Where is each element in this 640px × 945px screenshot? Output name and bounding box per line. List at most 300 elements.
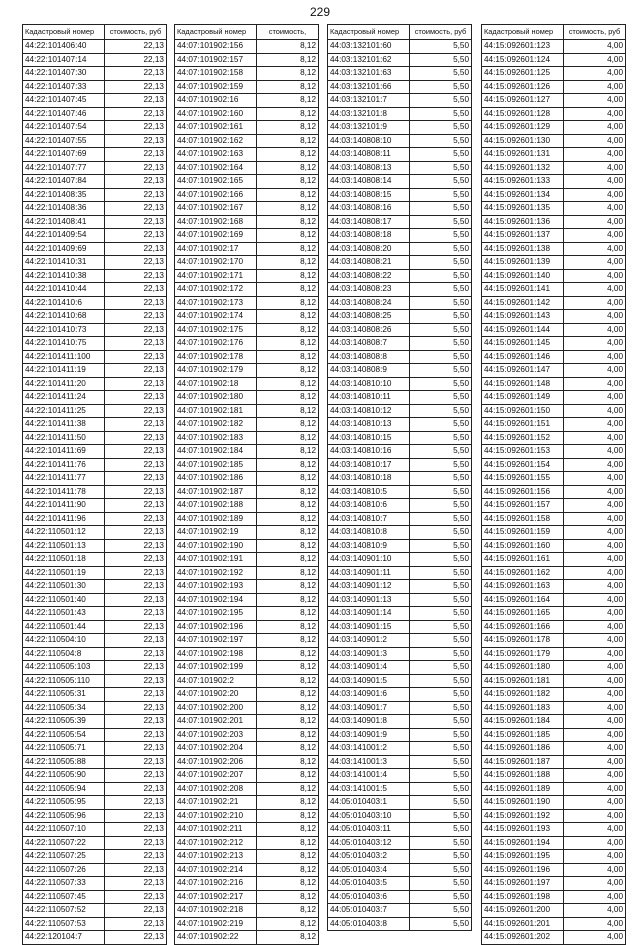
value-cell: 22,13 [105, 256, 167, 270]
value-cell: 22,13 [105, 296, 167, 310]
table-row [328, 215, 472, 229]
value-cell: 5,50 [410, 715, 472, 729]
value-cell: 22,13 [105, 715, 167, 729]
value-cell: 22,13 [105, 377, 167, 391]
cadastral-number-cell: 44:15:092601:187 [482, 755, 564, 769]
cadastral-number-cell: 44:07:101902:175 [175, 323, 257, 337]
value-cell: 8,12 [257, 364, 319, 378]
table-row [328, 188, 472, 202]
table-row [482, 215, 626, 229]
value-cell: 22,13 [105, 431, 167, 445]
value-cell: 4,00 [564, 121, 626, 135]
table-row [482, 269, 626, 283]
value-cell: 8,12 [257, 634, 319, 648]
cadastral-number-cell: 44:15:092601:136 [482, 215, 564, 229]
value-cell: 8,12 [257, 499, 319, 513]
table-row [328, 242, 472, 256]
table-row [23, 620, 167, 634]
table-row [482, 593, 626, 607]
value-cell: 5,50 [410, 67, 472, 81]
table-row [175, 310, 319, 324]
table-row [328, 512, 472, 526]
cadastral-number-cell: 44:07:101902:164 [175, 161, 257, 175]
value-cell: 22,13 [105, 742, 167, 756]
value-cell: 22,13 [105, 674, 167, 688]
value-cell: 22,13 [105, 701, 167, 715]
value-cell: 5,50 [410, 296, 472, 310]
table-row [328, 769, 472, 783]
value-cell: 22,13 [105, 175, 167, 189]
value-cell: 8,12 [257, 458, 319, 472]
table-row [482, 80, 626, 94]
value-cell: 8,12 [257, 742, 319, 756]
value-cell: 4,00 [564, 553, 626, 567]
cadastral-number-cell: 44:05:010403:2 [328, 850, 410, 864]
table-row [175, 809, 319, 823]
header-cadastral-number: Кадастровый номер [482, 25, 564, 40]
cadastral-number-cell: 44:15:092601:144 [482, 323, 564, 337]
cadastral-number-cell: 44:22:101407:33 [23, 80, 105, 94]
table-row [328, 283, 472, 297]
table-row [23, 769, 167, 783]
value-cell: 22,13 [105, 242, 167, 256]
cadastral-number-cell: 44:05:010403:8 [328, 917, 410, 931]
value-cell: 5,50 [410, 742, 472, 756]
table-row [482, 445, 626, 459]
value-cell: 4,00 [564, 688, 626, 702]
cadastral-number-cell: 44:22:101410:75 [23, 337, 105, 351]
cadastral-number-cell: 44:03:140810:10 [328, 377, 410, 391]
cadastral-number-cell: 44:03:140808:23 [328, 283, 410, 297]
table-row [482, 539, 626, 553]
cadastral-number-cell: 44:15:092601:127 [482, 94, 564, 108]
table-row [23, 283, 167, 297]
cadastral-number-cell: 44:03:132101:60 [328, 40, 410, 54]
value-cell: 8,12 [257, 80, 319, 94]
cadastral-number-cell: 44:15:092601:160 [482, 539, 564, 553]
cadastral-number-cell: 44:15:092601:124 [482, 53, 564, 67]
cadastral-number-cell: 44:07:101902:165 [175, 175, 257, 189]
table-row [328, 391, 472, 405]
cadastral-number-cell: 44:03:140808:8 [328, 350, 410, 364]
table-row [328, 863, 472, 877]
value-cell: 8,12 [257, 620, 319, 634]
value-cell: 5,50 [410, 593, 472, 607]
table-row [328, 904, 472, 918]
table-row [23, 391, 167, 405]
value-cell: 22,13 [105, 283, 167, 297]
cadastral-number-cell: 44:03:132101:9 [328, 121, 410, 135]
table-row [328, 310, 472, 324]
cadastral-number-cell: 44:03:141001:2 [328, 742, 410, 756]
table-row [175, 904, 319, 918]
table-row [482, 175, 626, 189]
cadastral-number-cell: 44:07:101902:178 [175, 350, 257, 364]
value-cell: 5,50 [410, 94, 472, 108]
value-cell: 4,00 [564, 809, 626, 823]
cadastral-number-cell: 44:07:101902:16 [175, 94, 257, 108]
cadastral-number-cell: 44:15:092601:155 [482, 472, 564, 486]
table-row [175, 418, 319, 432]
cadastral-number-cell: 44:07:101902:161 [175, 121, 257, 135]
cadastral-number-cell: 44:22:101411:50 [23, 431, 105, 445]
cadastral-number-cell: 44:15:092601:161 [482, 553, 564, 567]
cadastral-number-cell: 44:15:092601:147 [482, 364, 564, 378]
cadastral-number-cell: 44:22:101411:38 [23, 418, 105, 432]
value-cell: 22,13 [105, 269, 167, 283]
cadastral-number-cell: 44:03:140901:2 [328, 634, 410, 648]
value-cell: 22,13 [105, 40, 167, 54]
cadastral-number-cell: 44:07:101902:183 [175, 431, 257, 445]
table-row [328, 728, 472, 742]
value-cell: 22,13 [105, 310, 167, 324]
value-cell: 22,13 [105, 107, 167, 121]
cadastral-number-cell: 44:22:101411:24 [23, 391, 105, 405]
cadastral-number-cell: 44:22:110501:13 [23, 539, 105, 553]
value-cell: 5,50 [410, 242, 472, 256]
value-cell: 22,13 [105, 863, 167, 877]
table-row [482, 485, 626, 499]
value-cell: 22,13 [105, 499, 167, 513]
cadastral-number-cell: 44:03:140808:17 [328, 215, 410, 229]
value-cell: 4,00 [564, 161, 626, 175]
value-cell: 4,00 [564, 850, 626, 864]
value-cell: 5,50 [410, 445, 472, 459]
value-cell: 8,12 [257, 688, 319, 702]
table-row [23, 418, 167, 432]
value-cell: 8,12 [257, 94, 319, 108]
table-row [23, 404, 167, 418]
value-cell: 4,00 [564, 458, 626, 472]
cadastral-number-cell: 44:15:092601:148 [482, 377, 564, 391]
value-cell: 4,00 [564, 728, 626, 742]
cadastral-number-cell: 44:22:110505:90 [23, 769, 105, 783]
table-row [175, 526, 319, 540]
table-row [328, 134, 472, 148]
value-cell: 5,50 [410, 917, 472, 931]
value-cell: 4,00 [564, 593, 626, 607]
table-row [23, 215, 167, 229]
cadastral-number-cell: 44:15:092601:146 [482, 350, 564, 364]
cadastral-number-cell: 44:22:101411:100 [23, 350, 105, 364]
cadastral-number-cell: 44:07:101902:191 [175, 553, 257, 567]
table-row [23, 688, 167, 702]
cadastral-number-cell: 44:03:140808:25 [328, 310, 410, 324]
cadastral-number-cell: 44:22:110505:103 [23, 661, 105, 675]
value-cell: 5,50 [410, 701, 472, 715]
table-row [328, 337, 472, 351]
value-cell: 4,00 [564, 836, 626, 850]
value-cell: 5,50 [410, 526, 472, 540]
value-cell: 8,12 [257, 890, 319, 904]
value-cell: 5,50 [410, 580, 472, 594]
value-cell: 22,13 [105, 418, 167, 432]
table-row [482, 526, 626, 540]
value-cell: 4,00 [564, 67, 626, 81]
table-row [175, 499, 319, 513]
cadastral-number-cell: 44:03:140810:11 [328, 391, 410, 405]
table-row [23, 647, 167, 661]
table-row [23, 40, 167, 54]
value-cell: 22,13 [105, 94, 167, 108]
cadastral-number-cell: 44:22:101410:38 [23, 269, 105, 283]
cadastral-number-cell: 44:15:092601:126 [482, 80, 564, 94]
cadastral-number-cell: 44:05:010403:12 [328, 836, 410, 850]
table-row [23, 350, 167, 364]
value-cell: 4,00 [564, 418, 626, 432]
table-row [328, 431, 472, 445]
table-row [328, 647, 472, 661]
cadastral-number-cell: 44:07:101902:206 [175, 755, 257, 769]
cadastral-number-cell: 44:03:132101:8 [328, 107, 410, 121]
table-row [175, 836, 319, 850]
table-row [175, 647, 319, 661]
cadastral-number-cell: 44:07:101902:174 [175, 310, 257, 324]
cadastral-number-cell: 44:03:140810:6 [328, 499, 410, 513]
cadastral-number-cell: 44:03:140808:13 [328, 161, 410, 175]
table-row [328, 67, 472, 81]
cadastral-number-cell: 44:03:140810:5 [328, 485, 410, 499]
value-cell: 5,50 [410, 674, 472, 688]
table-row [23, 310, 167, 324]
cadastral-number-cell: 44:15:092601:130 [482, 134, 564, 148]
value-cell: 22,13 [105, 404, 167, 418]
table-row [482, 512, 626, 526]
cadastral-number-cell: 44:07:101902:199 [175, 661, 257, 675]
cadastral-number-cell: 44:22:101411:20 [23, 377, 105, 391]
value-cell: 22,13 [105, 661, 167, 675]
table-row [328, 269, 472, 283]
table-row [23, 377, 167, 391]
table-row [175, 53, 319, 67]
cadastral-number-cell: 44:03:140901:4 [328, 661, 410, 675]
table-row [328, 674, 472, 688]
cadastral-number-cell: 44:15:092601:131 [482, 148, 564, 162]
table-row [175, 404, 319, 418]
table-row [482, 688, 626, 702]
table-row [328, 458, 472, 472]
cadastral-number-cell: 44:15:092601:153 [482, 445, 564, 459]
table-row [175, 458, 319, 472]
cadastral-number-cell: 44:22:101411:77 [23, 472, 105, 486]
cadastral-number-cell: 44:07:101902:18 [175, 377, 257, 391]
cadastral-number-cell: 44:07:101902:193 [175, 580, 257, 594]
value-cell: 4,00 [564, 431, 626, 445]
value-cell: 22,13 [105, 350, 167, 364]
cadastral-number-cell: 44:15:092601:196 [482, 863, 564, 877]
value-cell: 4,00 [564, 634, 626, 648]
table-row [482, 674, 626, 688]
cadastral-number-cell: 44:15:092601:123 [482, 40, 564, 54]
cadastral-number-cell: 44:22:101407:54 [23, 121, 105, 135]
table-row [328, 94, 472, 108]
table-row [482, 391, 626, 405]
cadastral-number-cell: 44:05:010403:6 [328, 890, 410, 904]
value-cell: 4,00 [564, 229, 626, 243]
table-row [23, 242, 167, 256]
table-row [175, 553, 319, 567]
cadastral-number-cell: 44:22:110505:95 [23, 796, 105, 810]
value-cell: 5,50 [410, 458, 472, 472]
value-cell: 22,13 [105, 188, 167, 202]
value-cell: 5,50 [410, 323, 472, 337]
value-cell: 5,50 [410, 890, 472, 904]
value-cell: 22,13 [105, 553, 167, 567]
cadastral-number-cell: 44:07:101902:186 [175, 472, 257, 486]
table-row [328, 782, 472, 796]
cadastral-number-cell: 44:15:092601:157 [482, 499, 564, 513]
table-row [482, 67, 626, 81]
table-row [23, 499, 167, 513]
value-cell: 8,12 [257, 863, 319, 877]
value-cell: 4,00 [564, 364, 626, 378]
table-row [175, 566, 319, 580]
cadastral-number-cell: 44:07:101902:19 [175, 526, 257, 540]
table-row [482, 863, 626, 877]
value-cell: 22,13 [105, 80, 167, 94]
cadastral-number-cell: 44:03:140810:15 [328, 431, 410, 445]
cadastral-number-cell: 44:15:092601:137 [482, 229, 564, 243]
table-row [175, 431, 319, 445]
table-row [23, 485, 167, 499]
value-cell: 8,12 [257, 512, 319, 526]
table-row [328, 850, 472, 864]
table-row [175, 202, 319, 216]
cadastral-number-cell: 44:07:101902:156 [175, 40, 257, 54]
cadastral-number-cell: 44:15:092601:181 [482, 674, 564, 688]
cadastral-number-cell: 44:22:110507:26 [23, 863, 105, 877]
table-row [328, 553, 472, 567]
table-row [482, 134, 626, 148]
table-row [23, 67, 167, 81]
value-cell: 5,50 [410, 836, 472, 850]
value-cell: 4,00 [564, 175, 626, 189]
cadastral-number-cell: 44:15:092601:134 [482, 188, 564, 202]
table-row [175, 728, 319, 742]
value-cell: 5,50 [410, 566, 472, 580]
table-row [23, 701, 167, 715]
cadastral-number-cell: 44:22:110501:30 [23, 580, 105, 594]
cadastral-number-cell: 44:15:092601:193 [482, 823, 564, 837]
table-row [23, 796, 167, 810]
value-cell: 5,50 [410, 647, 472, 661]
cadastral-number-cell: 44:03:140808:18 [328, 229, 410, 243]
value-cell: 5,50 [410, 310, 472, 324]
value-cell: 5,50 [410, 809, 472, 823]
value-cell: 8,12 [257, 539, 319, 553]
value-cell: 8,12 [257, 148, 319, 162]
cadastral-number-cell: 44:03:140901:12 [328, 580, 410, 594]
value-cell: 8,12 [257, 931, 319, 945]
value-cell: 4,00 [564, 283, 626, 297]
table-row [482, 607, 626, 621]
value-cell: 8,12 [257, 134, 319, 148]
cadastral-number-cell: 44:15:092601:166 [482, 620, 564, 634]
cadastral-number-cell: 44:07:101902:168 [175, 215, 257, 229]
cadastral-number-cell: 44:22:110505:110 [23, 674, 105, 688]
value-cell: 22,13 [105, 215, 167, 229]
cadastral-number-cell: 44:22:101410:44 [23, 283, 105, 297]
value-cell: 8,12 [257, 67, 319, 81]
table-row [23, 445, 167, 459]
table-row [23, 890, 167, 904]
value-cell: 4,00 [564, 607, 626, 621]
value-cell: 8,12 [257, 404, 319, 418]
cadastral-number-cell: 44:03:140901:13 [328, 593, 410, 607]
table-row [23, 931, 167, 945]
value-cell: 22,13 [105, 904, 167, 918]
cadastral-number-cell: 44:07:101902:179 [175, 364, 257, 378]
cadastral-number-cell: 44:15:092601:185 [482, 728, 564, 742]
table-row [23, 269, 167, 283]
cadastral-number-cell: 44:22:101408:41 [23, 215, 105, 229]
cadastral-number-cell: 44:07:101902:181 [175, 404, 257, 418]
cadastral-number-cell: 44:03:140901:7 [328, 701, 410, 715]
value-cell: 5,50 [410, 256, 472, 270]
value-cell: 8,12 [257, 121, 319, 135]
table-row [23, 107, 167, 121]
table-row [328, 377, 472, 391]
table-row [175, 823, 319, 837]
value-cell: 22,13 [105, 620, 167, 634]
table-row [328, 701, 472, 715]
table-row [328, 107, 472, 121]
value-cell: 22,13 [105, 337, 167, 351]
value-cell: 4,00 [564, 674, 626, 688]
cadastral-number-cell: 44:22:101410:31 [23, 256, 105, 270]
cadastral-number-cell: 44:03:140808:9 [328, 364, 410, 378]
value-cell: 5,50 [410, 283, 472, 297]
cadastral-number-cell: 44:03:141001:3 [328, 755, 410, 769]
cadastral-number-cell: 44:07:101902:188 [175, 499, 257, 513]
value-cell: 5,50 [410, 755, 472, 769]
table-row [482, 283, 626, 297]
cadastral-number-cell: 44:15:092601:165 [482, 607, 564, 621]
cadastral-number-cell: 44:15:092601:179 [482, 647, 564, 661]
value-cell: 5,50 [410, 148, 472, 162]
cadastral-number-cell: 44:05:010403:7 [328, 904, 410, 918]
value-cell: 5,50 [410, 823, 472, 837]
table-row [328, 593, 472, 607]
cadastral-number-cell: 44:05:010403:4 [328, 863, 410, 877]
table-row [482, 850, 626, 864]
table-row [23, 917, 167, 931]
value-cell: 5,50 [410, 215, 472, 229]
table-row [328, 715, 472, 729]
table-row [482, 458, 626, 472]
value-cell: 4,00 [564, 53, 626, 67]
table-row [23, 202, 167, 216]
cadastral-number-cell: 44:15:092601:145 [482, 337, 564, 351]
cadastral-number-cell: 44:07:101902:22 [175, 931, 257, 945]
cadastral-number-cell: 44:22:101407:45 [23, 94, 105, 108]
value-cell: 22,13 [105, 836, 167, 850]
value-cell: 8,12 [257, 553, 319, 567]
cadastral-number-cell: 44:05:010403:10 [328, 809, 410, 823]
value-cell: 5,50 [410, 40, 472, 54]
cadastral-number-cell: 44:07:101902:157 [175, 53, 257, 67]
table-row [175, 229, 319, 243]
value-cell: 5,50 [410, 80, 472, 94]
value-cell: 22,13 [105, 890, 167, 904]
cadastral-number-cell: 44:15:092601:150 [482, 404, 564, 418]
value-cell: 4,00 [564, 472, 626, 486]
cadastral-number-cell: 44:03:132101:62 [328, 53, 410, 67]
value-cell: 4,00 [564, 148, 626, 162]
value-cell: 8,12 [257, 904, 319, 918]
table-row [23, 877, 167, 891]
table-row [175, 188, 319, 202]
